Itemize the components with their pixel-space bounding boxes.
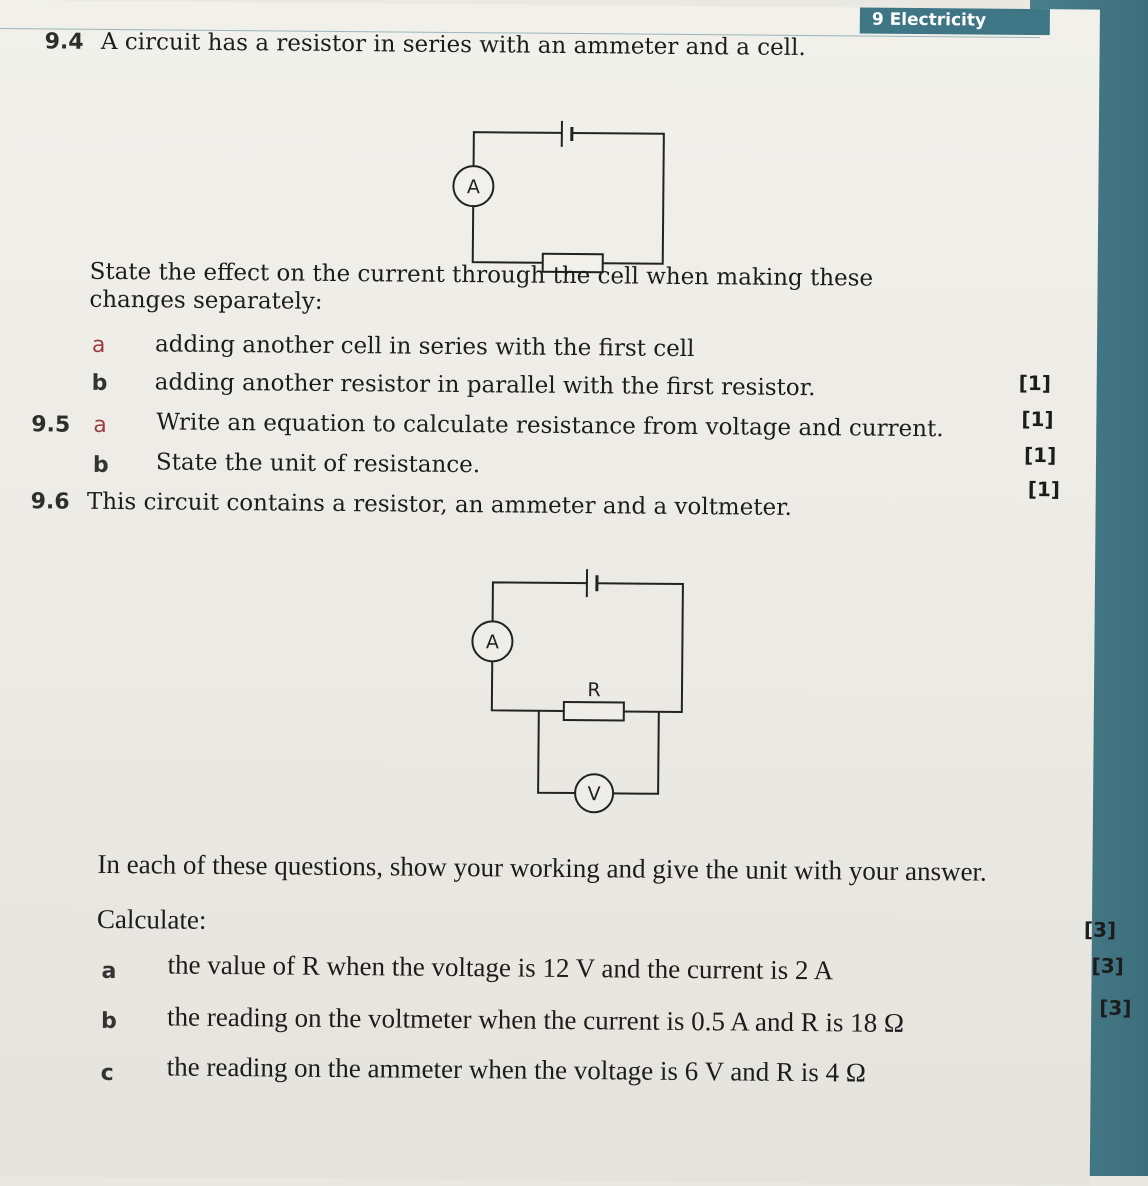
q96-number: 9.6 bbox=[31, 489, 70, 514]
q94-wire-top bbox=[474, 132, 562, 143]
q94-part-a-label: a bbox=[92, 333, 106, 358]
q95-part-b-label: b bbox=[93, 453, 109, 478]
q96-part-b-mark: [3] bbox=[1092, 954, 1124, 978]
q95-part-b-text: State the unit of resistance. bbox=[156, 449, 480, 478]
q96-circuit-diagram bbox=[463, 562, 705, 834]
q96-part-a-label: a bbox=[101, 959, 116, 984]
q96-voltmeter-wire-left bbox=[538, 711, 576, 793]
q95-part-a-text: Write an equation to calculate resistance from voltage and current. bbox=[156, 409, 944, 442]
q96-wire-top-left bbox=[493, 582, 587, 623]
q94-ammeter-label: A bbox=[467, 176, 480, 198]
q95-part-a-label: a bbox=[93, 413, 107, 438]
q94-part-a-mark: [1] bbox=[1019, 371, 1051, 395]
q96-part-c-mark: [3] bbox=[1099, 996, 1131, 1020]
q96-voltmeter-wire-right bbox=[613, 711, 659, 793]
q94-intro: A circuit has a resistor in series with an ammeter and a cell. bbox=[101, 29, 806, 61]
q96-wire-top-right bbox=[596, 583, 683, 712]
q96-part-a-text: the value of R when the voltage is 12 V and the current is 2 A bbox=[167, 949, 833, 986]
q96-resistor-label: R bbox=[587, 679, 600, 701]
q95-part-b-mark: [1] bbox=[1028, 477, 1060, 501]
q94-prompt-line1: State the effect on the current through the cell when making these bbox=[90, 259, 874, 292]
q96-part-b-label: b bbox=[101, 1009, 117, 1034]
q96-resistor bbox=[564, 702, 624, 721]
q96-calculate: Calculate: bbox=[97, 904, 207, 936]
q96-part-a-mark: [3] bbox=[1084, 917, 1116, 941]
q95-number: 9.5 bbox=[31, 412, 70, 437]
q94-wire-right bbox=[571, 133, 664, 264]
q94-part-a-text: adding another cell in series with the first cell bbox=[155, 331, 695, 362]
q96-voltmeter-label: V bbox=[587, 783, 600, 805]
q94-prompt-line2: changes separately: bbox=[89, 287, 322, 315]
q94-circuit-diagram bbox=[453, 112, 684, 284]
q96-part-b-text: the reading on the voltmeter when the current is 0.5 A and R is 18 Ω bbox=[167, 1001, 904, 1038]
q96-wire-left bbox=[492, 660, 564, 711]
q94-part-b-text: adding another resistor in parallel with the first resistor. bbox=[155, 369, 816, 401]
q94-part-b-label: b bbox=[92, 371, 108, 396]
q96-intro: This circuit contains a resistor, an ammeter and a voltmeter. bbox=[87, 489, 792, 521]
chapter-header: 9 Electricity bbox=[860, 8, 1050, 36]
q94-heading bbox=[45, 28, 806, 61]
q96-ammeter-label: A bbox=[486, 631, 499, 653]
q94-number: 9.4 bbox=[45, 29, 84, 54]
q96-part-c-text: the reading on the ammeter when the voltage is 6 V and R is 4 Ω bbox=[167, 1051, 866, 1088]
q95-part-a-mark: [1] bbox=[1024, 443, 1056, 467]
q96-heading bbox=[31, 488, 793, 521]
q94-part-b-mark: [1] bbox=[1021, 407, 1053, 431]
q96-part-c-label: c bbox=[101, 1061, 114, 1086]
q96-instruction: In each of these questions, show your working and give the unit with your answer. bbox=[97, 849, 987, 888]
